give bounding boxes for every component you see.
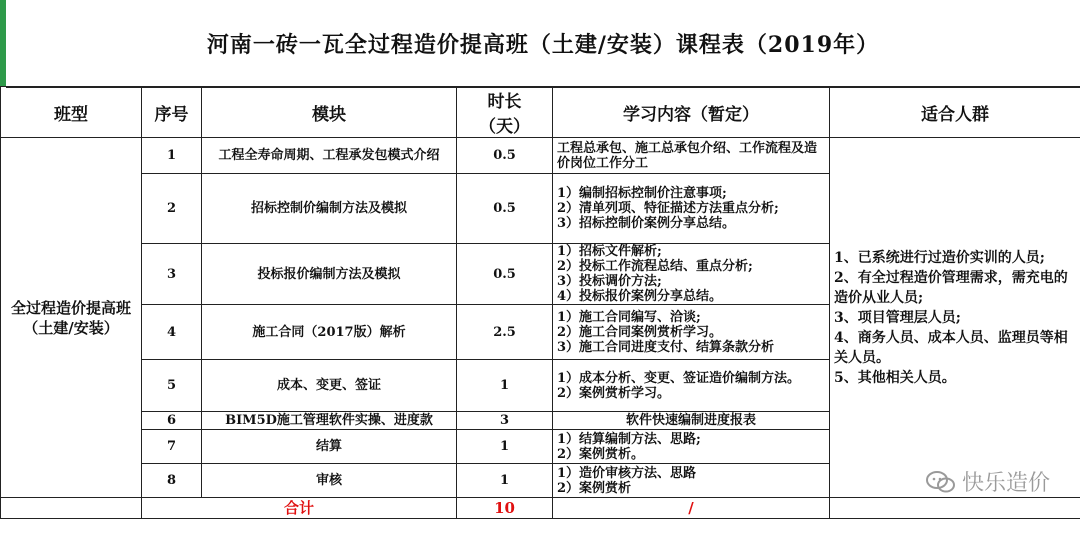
page-title: 河南一砖一瓦全过程造价提高班（土建/安装）课程表（2019年） (6, 0, 1080, 88)
row-duration: 2.5 (457, 305, 553, 360)
row-duration: 1 (457, 464, 553, 498)
table-row (1, 138, 1080, 174)
row-duration: 0.5 (457, 244, 553, 305)
header-duration-line2: （天） (479, 117, 530, 137)
row-module: 审核 (202, 464, 457, 498)
row-duration: 0.5 (457, 138, 553, 174)
content-line: 3）招标控制价案例分享总结。 (557, 216, 736, 231)
header-content: 学习内容（暂定） (553, 87, 830, 138)
row-index: 5 (142, 360, 202, 412)
content-line: 1）造价审核方法、思路 (557, 465, 697, 481)
content-line: 工程总承包、施工总承包介绍、工作流程及造价岗位工作分工 (557, 140, 818, 171)
header-class-type: 班型 (1, 87, 142, 138)
total-content: / (553, 498, 830, 519)
row-content (553, 244, 830, 305)
audience-line: 4、商务人员、成本人员、监理员等相关人员。 (834, 329, 1068, 366)
audience-line: 1、已系统进行过造价实训的人员; (834, 249, 1045, 266)
row-index: 2 (142, 174, 202, 244)
content-line: 1）招标文件解析; (557, 244, 662, 259)
class-type-cell (1, 138, 142, 498)
row-duration: 1 (457, 430, 553, 464)
row-content (553, 174, 830, 244)
row-index: 6 (142, 412, 202, 430)
content-line: 1）成本分析、变更、签证造价编制方法。 (557, 370, 801, 386)
total-audience-empty (830, 498, 1080, 519)
content-line: 3）投标调价方法; (557, 274, 662, 289)
content-line: 1）施工合同编写、洽谈; (557, 309, 701, 325)
content-line: 2）清单列项、特征描述方法重点分析; (557, 201, 779, 216)
watermark-text: 快乐造价 (961, 471, 1050, 496)
header-index: 序号 (142, 87, 202, 138)
header-audience: 适合人群 (830, 87, 1080, 138)
row-content (553, 412, 830, 430)
header-module: 模块 (202, 87, 457, 138)
class-type-line1: 全过程造价提高班 (10, 298, 131, 317)
content-line: 2）案例赏析学习。 (557, 385, 671, 401)
content-line: 2）施工合同案例赏析学习。 (557, 324, 723, 340)
content-line: 2）案例赏析 (557, 480, 632, 496)
schedule-table (0, 86, 1080, 519)
audience-cell (830, 138, 1080, 498)
row-duration: 3 (457, 412, 553, 430)
row-index: 7 (142, 430, 202, 464)
total-row (1, 498, 1080, 519)
content-line: 1）编制招标控制价注意事项; (557, 186, 727, 201)
audience-line: 3、项目管理层人员; (834, 309, 961, 326)
total-duration: 10 (457, 498, 553, 519)
row-index: 3 (142, 244, 202, 305)
watermark (926, 466, 1050, 497)
content-line: 4）投标报价案例分享总结。 (557, 289, 723, 304)
row-module: 招标控制价编制方法及模拟 (202, 174, 457, 244)
row-content (553, 305, 830, 360)
header-duration (457, 87, 553, 138)
row-module: 投标报价编制方法及模拟 (202, 244, 457, 305)
row-module: 成本、变更、签证 (202, 360, 457, 412)
row-duration: 1 (457, 360, 553, 412)
row-index: 1 (142, 138, 202, 174)
total-empty (1, 498, 142, 519)
content-line: 3）施工合同进度支付、结算条款分析 (557, 339, 775, 355)
header-duration-line1: 时长 (487, 92, 522, 112)
header-row (1, 87, 1080, 138)
row-content (553, 360, 830, 412)
content-line: 2）案例赏析。 (557, 446, 645, 462)
row-index: 8 (142, 464, 202, 498)
row-module: 施工合同（2017版）解析 (202, 305, 457, 360)
row-content (553, 464, 830, 498)
row-module: BIM5D施工管理软件实操、进度款 (202, 412, 457, 430)
audience-line: 2、有全过程造价管理需求，需充电的造价从业人员; (834, 269, 1068, 306)
row-module: 结算 (202, 430, 457, 464)
audience-line: 5、其他相关人员。 (834, 369, 956, 386)
total-label: 合计 (142, 498, 457, 519)
row-index: 4 (142, 305, 202, 360)
content-line: 2）投标工作流程总结、重点分析; (557, 259, 753, 274)
content-line: 软件快速编制进度报表 (625, 413, 756, 428)
row-duration: 0.5 (457, 174, 553, 244)
class-type-line2: （土建/安装） (23, 318, 119, 337)
content-line: 1）结算编制方法、思路; (557, 431, 701, 447)
row-content (553, 138, 830, 174)
row-content (553, 430, 830, 464)
row-module: 工程全寿命周期、工程承发包模式介绍 (202, 138, 457, 174)
wechat-icon (926, 471, 956, 493)
